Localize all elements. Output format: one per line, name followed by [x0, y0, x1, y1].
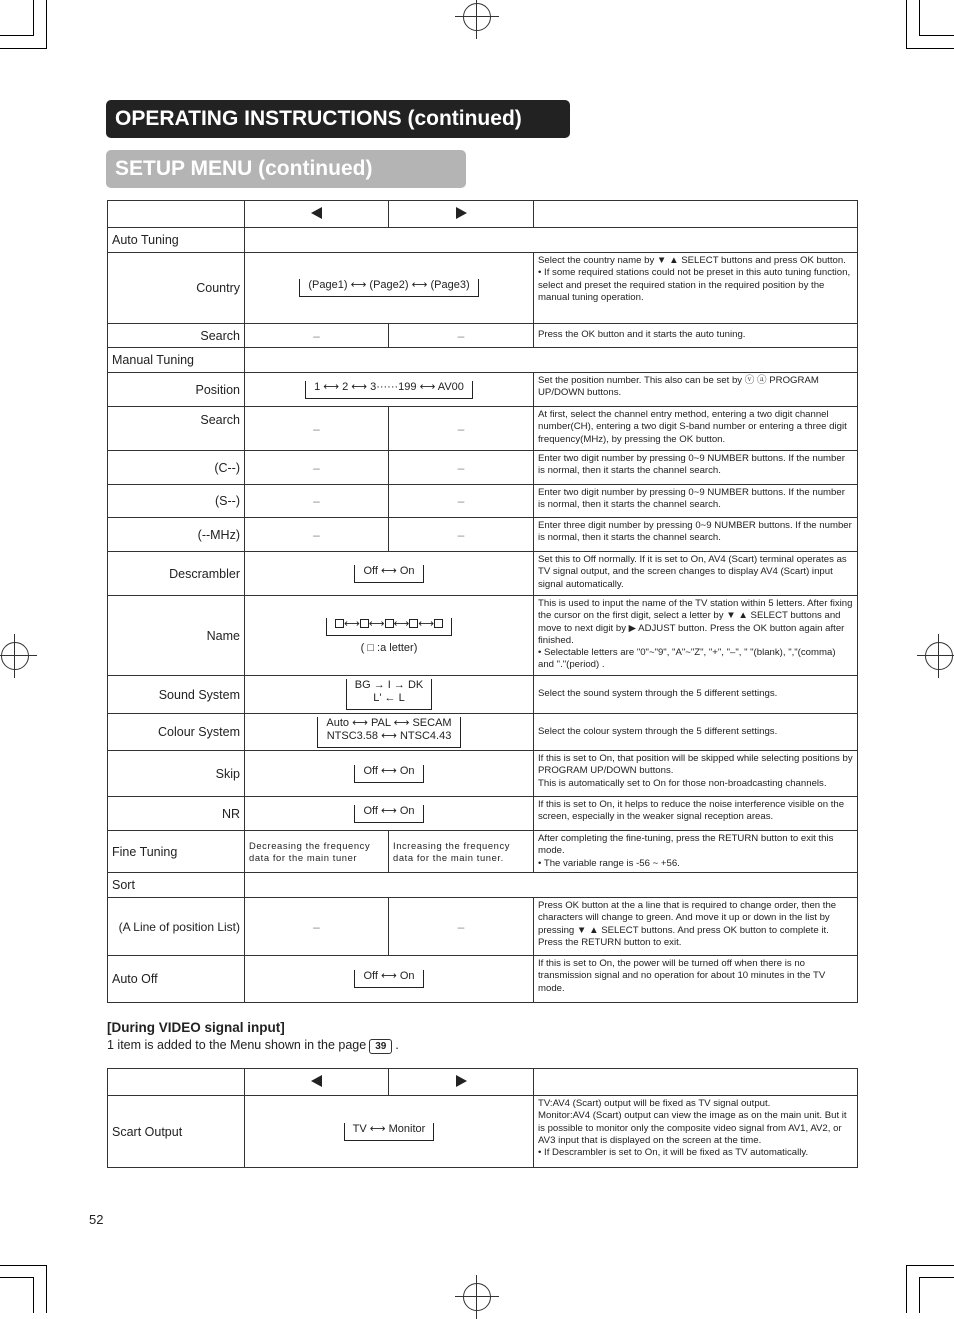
table-row [108, 451, 858, 485]
row-description: Enter two digit number by pressing 0~9 NUMBER buttons. If the number is normal, then it starts the channel search. [534, 485, 858, 518]
row-label: Fine Tuning [108, 831, 245, 873]
crop-mark [919, 1277, 920, 1313]
toggle-options [245, 751, 534, 797]
table-row [108, 831, 858, 873]
crop-mark [0, 1265, 47, 1266]
row-label: Name [108, 596, 245, 676]
crop-mark [919, 0, 920, 36]
letter-slot-icon [385, 619, 394, 628]
table-row [108, 751, 858, 797]
row-label: Country [108, 253, 245, 324]
row-description: At first, select the channel entry method, entering a two digit channel number(CH), entering a two digit S-band number or entering a three digit frequency(MHz), by pressing the OK button. [534, 407, 858, 451]
crop-mark [919, 1277, 954, 1278]
section-title: OPERATING INSTRUCTIONS (continued) [106, 100, 570, 138]
table-row [108, 373, 858, 407]
table-row [108, 898, 858, 956]
row-label: Sort [108, 873, 245, 898]
table-row [108, 596, 858, 676]
header-cell [389, 201, 534, 228]
row-description: If this is set to On, it helps to reduce the noise interference visible on the screen, especially in the weaker signal reception areas. [534, 797, 858, 831]
row-description: TV:AV4 (Scart) output will be fixed as TV signal output. Monitor:AV4 (Scart) output can view the image as on the main unit. But it is possible to monitor only the composite video signal from AV1, AV2, or AV3 input that is displayed on the screen at the time. • If Descrambler is set to On, it will be fixed as TV automatically. [534, 1096, 858, 1168]
page-number: 52 [89, 1212, 104, 1227]
table-header-row [108, 1069, 858, 1096]
header-cell [108, 201, 245, 228]
table-row [108, 714, 858, 751]
row-description: If this is set to On, the power will be turned off when there is no transmission signal and no operation for about 10 minutes in the TV mode. [534, 956, 858, 1003]
dash-cell: – [245, 451, 389, 485]
right-arrow-icon [456, 1075, 467, 1087]
blank-cell [245, 228, 858, 253]
registration-mark [455, 1275, 499, 1319]
video-text: 1 item is added to the Menu shown in the page [107, 1038, 367, 1052]
setup-menu-table [107, 200, 858, 1003]
toggle-options [245, 956, 534, 1003]
option-off: Off [363, 804, 378, 817]
option-l: L [398, 692, 405, 704]
crop-mark [0, 35, 34, 36]
letter-note: ( □ :a letter) [360, 641, 418, 654]
table-row [108, 797, 858, 831]
row-label: Scart Output [108, 1096, 245, 1168]
row-label: NR [108, 797, 245, 831]
country-options [245, 253, 534, 324]
row-description: Enter two digit number by pressing 0~9 NUMBER buttons. If the number is normal, then it starts the channel search. [534, 451, 858, 485]
left-arrow-icon [311, 207, 322, 219]
letter-slot-icon [335, 619, 344, 628]
row-label: (S--) [108, 485, 245, 518]
dash-cell: – [389, 324, 534, 348]
option-l-prime: L' [373, 692, 382, 704]
option-on: On [399, 970, 415, 982]
header-cell [245, 1069, 389, 1096]
row-label: Auto Off [108, 956, 245, 1003]
dash-cell: – [245, 407, 389, 451]
toggle-options [245, 552, 534, 596]
registration-mark [455, 0, 499, 39]
dash-cell: – [389, 898, 534, 956]
dash-cell: – [245, 898, 389, 956]
header-cell [534, 1069, 858, 1096]
option-off: Off [363, 564, 378, 577]
row-label: Position [108, 373, 245, 407]
option-pal: PAL [370, 716, 391, 729]
row-label: Sound System [108, 676, 245, 714]
table-row [108, 324, 858, 348]
loop-arrow: BG → I → DK L' ← L [346, 679, 433, 710]
table-row [108, 253, 858, 324]
option-off: Off [363, 970, 378, 982]
row-label: (--MHz) [108, 518, 245, 552]
option-ntsc443: NTSC4.43 [399, 729, 452, 742]
crop-mark [46, 0, 47, 48]
row-label: Search [108, 324, 245, 348]
page-title: SETUP MENU (continued) [106, 150, 466, 188]
row-label: (C--) [108, 451, 245, 485]
option-tv: TV [352, 1122, 367, 1135]
letter-slot-icon [360, 619, 369, 628]
option-page1: (Page1) [308, 279, 348, 291]
loop-arrow: TV ⟷ Monitor [344, 1123, 435, 1141]
table-row [108, 676, 858, 714]
video-section-text: 1 item is added to the Menu shown in the page 39 . [107, 1038, 399, 1052]
option-i: I [387, 679, 391, 691]
blank-cell [245, 348, 858, 373]
table-row [108, 873, 858, 898]
crop-mark [906, 1265, 954, 1266]
header-cell [245, 201, 389, 228]
name-letter-slots [245, 596, 534, 676]
video-section-heading: [During VIDEO signal input] [107, 1020, 285, 1035]
option-page2: (Page2) [369, 279, 409, 291]
right-arrow-icon [456, 207, 467, 219]
dash-cell: – [245, 485, 389, 518]
letter-slot-icon [409, 619, 418, 628]
dash-cell: – [389, 451, 534, 485]
option-on: On [399, 804, 415, 817]
crop-mark [906, 48, 954, 49]
dash-cell: – [245, 518, 389, 552]
row-description: After completing the fine-tuning, press the RETURN button to exit this mode. • The variable range is -56 ~ +56. [534, 831, 858, 873]
registration-mark [917, 634, 954, 678]
row-description: Set the position number. This also can be set by ⓥ ⓐ PROGRAM UP/DOWN buttons. [534, 373, 858, 407]
crop-mark [906, 1265, 907, 1313]
decrease-note: Decreasing the frequency data for the main tuner [245, 831, 389, 873]
table-row [108, 956, 858, 1003]
crop-mark [906, 0, 907, 48]
option-auto: Auto [326, 716, 350, 729]
row-label: Skip [108, 751, 245, 797]
header-cell [534, 201, 858, 228]
video-menu-table [107, 1068, 858, 1168]
crop-mark [0, 1277, 34, 1278]
left-arrow-icon [311, 1075, 322, 1087]
loop-arrow: ⟷ ⟷ ⟷ ⟷ [326, 618, 452, 636]
loop-arrow: Off ⟷ On [354, 805, 423, 823]
crop-mark [33, 1277, 34, 1313]
option-bg: BG [354, 679, 371, 691]
option-ntsc358: NTSC3.58 [326, 729, 379, 742]
table-row [108, 228, 858, 253]
row-label: Descrambler [108, 552, 245, 596]
header-cell [389, 1069, 534, 1096]
row-description: Press OK button at the a line that is required to change order, then the characters will change to green. And move it up or down in the list by pressing ▼ ▲ SELECT buttons. And press OK button to complete it. Press the RETURN button to exit. [534, 898, 858, 956]
row-description: Select the sound system through the 5 different settings. [534, 676, 858, 714]
row-label: Auto Tuning [108, 228, 245, 253]
dash-cell: – [389, 518, 534, 552]
loop-arrow: Off ⟷ On [354, 565, 423, 583]
loop-arrow: Off ⟷ On [354, 765, 423, 783]
toggle-options [245, 797, 534, 831]
row-description: This is used to input the name of the TV station within 5 letters. After fixing the cursor on the first digit, select a letter by ▼ ▲ SELECT buttons and move to next digit by ▶ ADJUST button. Press the OK button again after finished. • Selectable letters are "0"~"9", "A"~"Z", "+", "–", " "(blank), ","(comma) and "."(period) . [534, 596, 858, 676]
row-description: Select the colour system through the 5 different settings. [534, 714, 858, 751]
registration-mark [0, 634, 37, 678]
dash-cell: – [389, 485, 534, 518]
loop-arrow: (Page1) ⟷ (Page2) ⟷ (Page3) [299, 279, 478, 297]
colour-options [245, 714, 534, 751]
row-label: Manual Tuning [108, 348, 245, 373]
table-row [108, 1096, 858, 1168]
loop-arrow: Off ⟷ On [354, 970, 423, 988]
table-row [108, 407, 858, 451]
loop-arrow: Auto ⟷ PAL ⟷ SECAM NTSC3.58 ⟷ NTSC4.43 [317, 717, 460, 748]
table-row [108, 518, 858, 552]
sound-options [245, 676, 534, 714]
crop-mark [0, 48, 47, 49]
blank-cell [245, 873, 858, 898]
increase-note: Increasing the frequency data for the main tuner. [389, 831, 534, 873]
table-row [108, 348, 858, 373]
row-description: Set this to Off normally. If it is set to On, AV4 (Scart) terminal operates as TV signal output, and the screen changes to display AV4 (Scart) input signal automatically. [534, 552, 858, 596]
crop-mark [33, 0, 34, 36]
option-off: Off [363, 764, 378, 777]
crop-mark [919, 35, 954, 36]
scart-options [245, 1096, 534, 1168]
option-secam: SECAM [412, 716, 452, 729]
option-dk: DK [407, 679, 424, 691]
row-description: Select the country name by ▼ ▲ SELECT buttons and press OK button. • If some required stations could not be preset in this auto tuning function, select and preset the required station in the required position by the manual tuning operation. [534, 253, 858, 324]
position-options [245, 373, 534, 407]
page-reference: 39 [369, 1039, 392, 1054]
letter-slot-icon [434, 619, 443, 628]
row-label: (A Line of position List) [108, 898, 245, 956]
table-header-row [108, 201, 858, 228]
option-on: On [399, 764, 415, 777]
row-label: Colour System [108, 714, 245, 751]
table-row [108, 485, 858, 518]
row-description: Press the OK button and it starts the auto tuning. [534, 324, 858, 348]
crop-mark [46, 1265, 47, 1313]
row-description: If this is set to On, that position will be skipped while selecting positions by PROGRAM UP/DOWN buttons. This is automatically set to On for those non-broadcasting channels. [534, 751, 858, 797]
option-on: On [399, 564, 415, 577]
dash-cell: – [245, 324, 389, 348]
loop-arrow: 1 ⟷ 2 ⟷ 3······199 ⟷ AV00 [305, 381, 473, 399]
dash-cell: – [389, 407, 534, 451]
table-row [108, 552, 858, 596]
row-description: Enter three digit number by pressing 0~9 NUMBER buttons. If the number is normal, then it starts the channel search. [534, 518, 858, 552]
option-monitor: Monitor [388, 1122, 426, 1135]
header-cell [108, 1069, 245, 1096]
row-label: Search [108, 407, 245, 451]
option-page3: (Page3) [430, 279, 470, 291]
